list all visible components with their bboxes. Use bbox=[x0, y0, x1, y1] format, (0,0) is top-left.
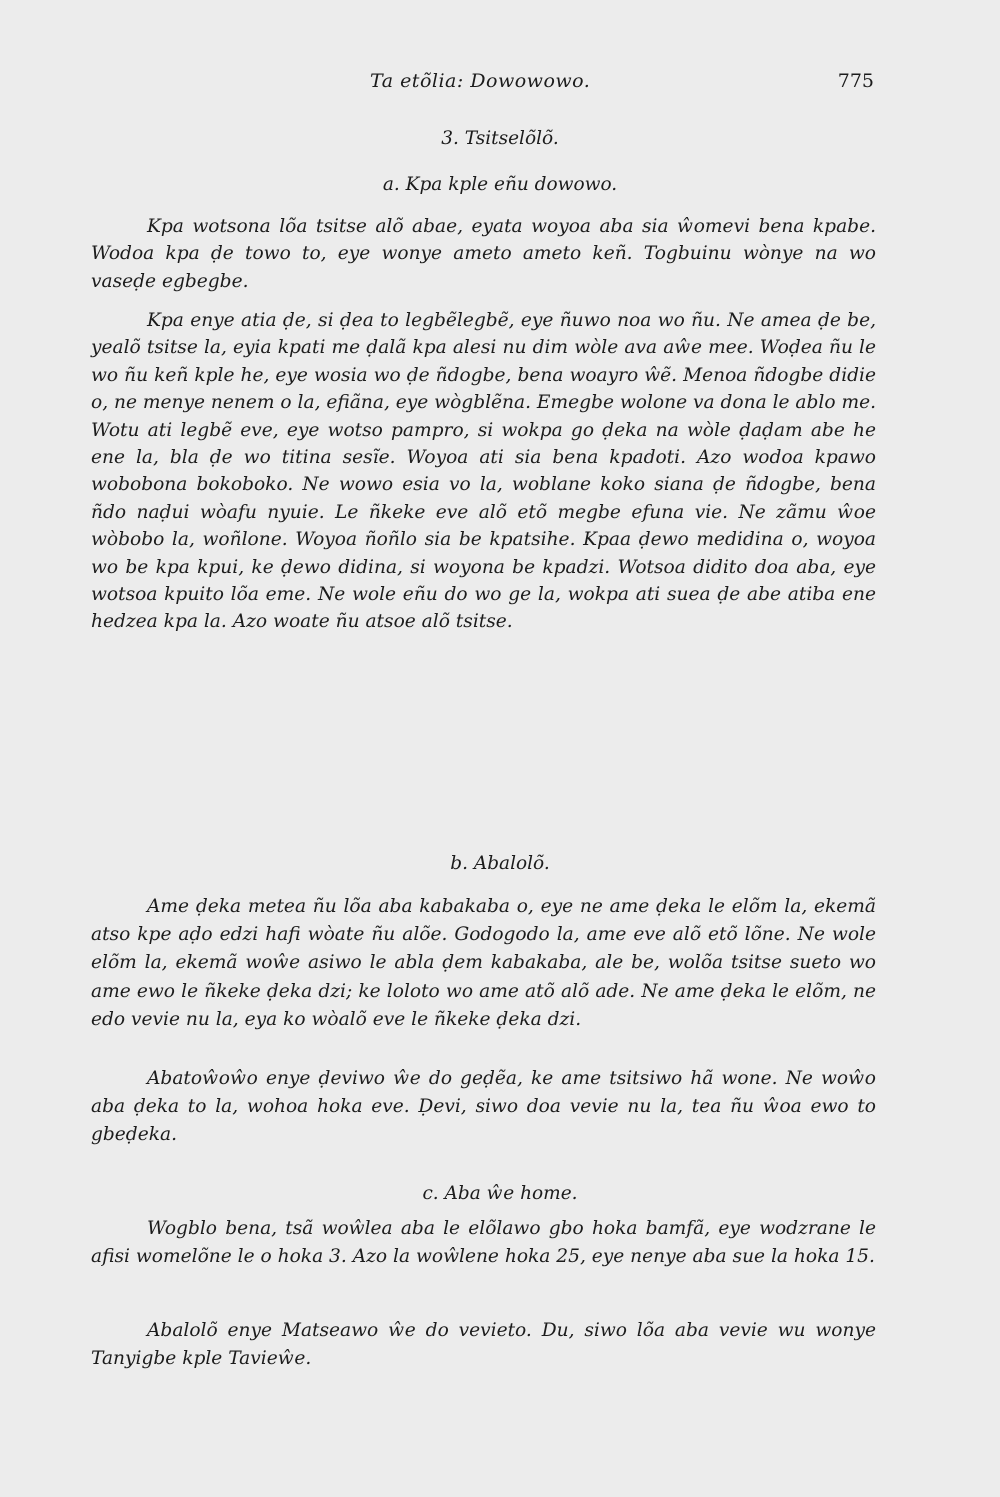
subsection-c-paragraph: Wogblo bena, tsã woŵlea aba le elõlawo gbo hoka bamfã, eye wodzrane le afisi womelõne le o hoka 3. Azo la woŵlene hoka 25, eye nenye aba sue la hoka 15. bbox=[91, 1218, 876, 1268]
running-head bbox=[0, 70, 1000, 100]
subsection-b-heading: b. Abalolõ. bbox=[450, 853, 550, 874]
subsection-a-paragraph: Kpa enye atia ḍe, si ḍea to legbẽlegbẽ, eye ñuwo noa wo ñu. Ne amea ḍe be, yealõ tsitse la, eyia kpati me ḍalã kpa alesi nu dim wòle ava aŵe mee. Woḍea ñu le wo ñu keñ kple he, eye wosia wo ḍe ñdogbe, bena woayro ŵẽ. Menoa ñdogbe didie o, ne menye nenem o la, efiãna, eye wògblẽna. Emegbe wolone va dona le ablo me. Wotu ati legbẽ eve, eye wotso pampro, si wokpa go ḍeka na wòle ḍaḍam abe he ene la, bla ḍe wo titina sesĩe. Woyoa ati sia bena kpadoti. Azo wodoa kpawo wobobona bokoboko. Ne wowo esia vo la, woblane koko siana ḍe ñdogbe, bena ñdo naḍui wòafu nyuie. Le ñkeke eve alõ etõ megbe efuna vie. Ne zãmu ŵoe wòbobo la, woñlone. Woyoa ñoñlo sia be kpatsihe. Kpaa ḍewo medidina o, woyoa wo be kpa kpui, ke ḍewo didina, si woyona be kpadzi. Wotsoa didito doa aba, eye wotsoa kpuito lõa eme. Ne wole eñu do wo ge la, wokpa ati suea ḍe abe atiba ene hedzea kpa la. Azo woate ñu atsoe alõ tsitse. bbox=[91, 310, 877, 633]
subsection-c-paragraph: Abalolõ enye Matseawo ŵe do vevieto. Du, siwo lõa aba vevie wu wonye Tanyigbe kple Tavieŵe. bbox=[91, 1320, 876, 1370]
subsection-b-paragraph: Ame ḍeka metea ñu lõa aba kabakaba o, eye ne ame ḍeka le elõm la, ekemã atso kpe aḍo edzi hafi wòate ñu alõe. Godogodo la, ame eve alõ etõ lõne. Ne wole elõm la, ekemã woŵe asiwo le abla ḍem kabakaba, ale be, wolõa tsitse sueto wo ame ewo le ñkeke ḍeka dzi; ke loloto wo ame atõ alõ ade. Ne ame ḍeka le elõm, ne edo vevie nu la, eya ko wòalõ eve le ñkeke ḍeka dzi. bbox=[91, 896, 876, 1030]
subsection-a-heading: a. Kpa kple eñu dowowo. bbox=[382, 174, 618, 195]
subsection-a-paragraph: Kpa wotsona lõa tsitse alõ abae, eyata woyoa aba sia ŵomevi bena kpabe. Wodoa kpa ḍe towo to, eye wonye ameto ameto keñ. Togbuinu wònye na wo vaseḍe egbegbe. bbox=[91, 216, 876, 292]
page-number: 775 bbox=[837, 70, 874, 92]
running-title: Ta etõlia: Dowowowo. bbox=[370, 70, 591, 92]
section-heading: 3. Tsitselõlõ. bbox=[441, 128, 559, 149]
subsection-b-paragraph: Abatoŵoŵo enye ḍeviwo ŵe do geḍẽa, ke ame tsitsiwo hã wone. Ne woŵo aba ḍeka to la, wohoa hoka eve. Ḍevi, siwo doa vevie nu la, tea ñu ŵoa ewo to gbeḍeka. bbox=[91, 1068, 876, 1146]
subsection-c-heading: c. Aba ŵe home. bbox=[422, 1183, 578, 1204]
